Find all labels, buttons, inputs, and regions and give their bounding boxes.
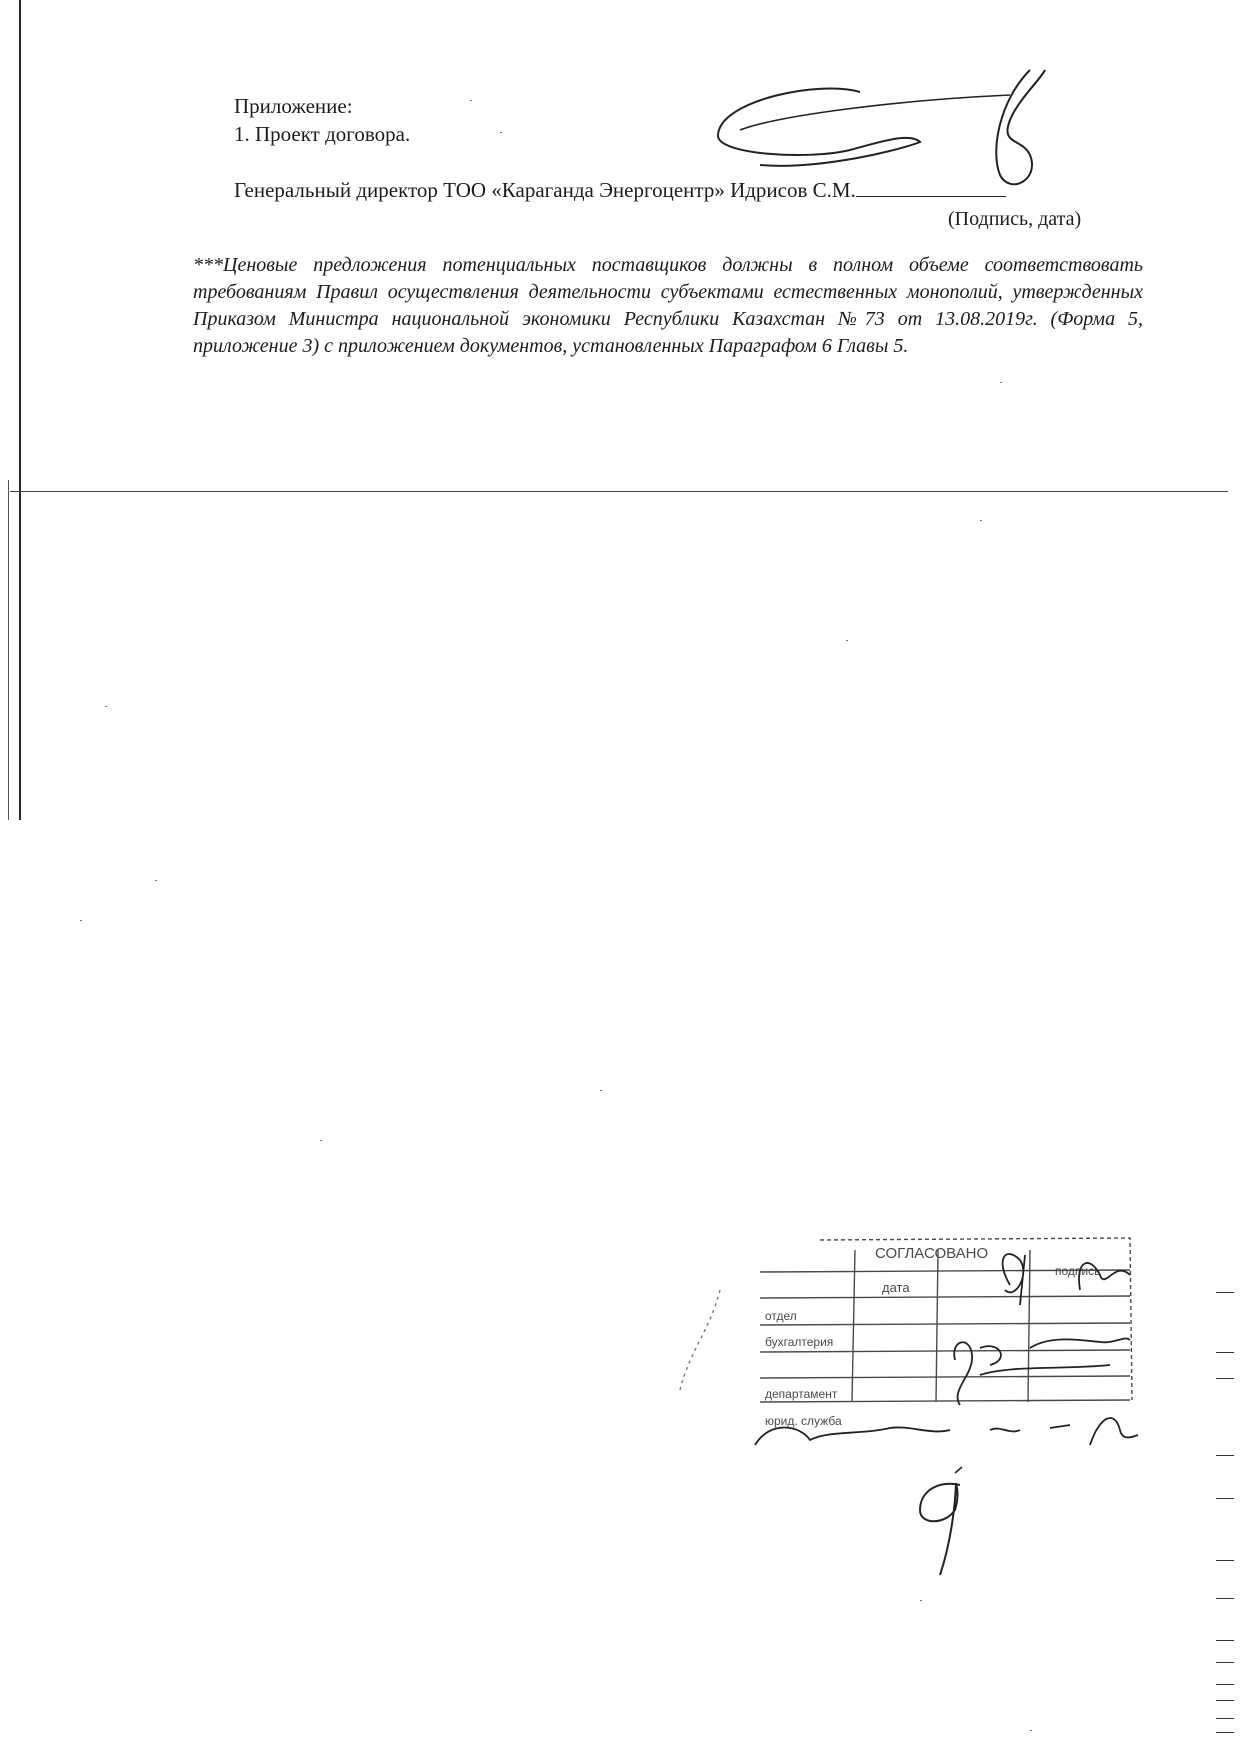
appendix-heading: Приложение:: [234, 94, 353, 118]
scan-speck: [600, 1090, 602, 1091]
director-name: Генеральный директор ТОО «Караганда Энергоцентр» Идрисов С.М.: [234, 178, 856, 202]
margin-mark: [1216, 1640, 1234, 1641]
scan-speck: [980, 520, 982, 521]
scan-speck: [80, 920, 82, 921]
margin-mark: [1216, 1352, 1234, 1353]
margin-mark: [1216, 1598, 1234, 1599]
scan-speck: [1000, 382, 1002, 383]
scan-speck: [846, 640, 848, 641]
scan-left-edge: [19, 0, 21, 820]
appendix-item: 1. Проект договора.: [234, 122, 411, 146]
scan-speck: [155, 880, 157, 881]
scan-speck: [920, 1600, 922, 1601]
margin-mark: [1216, 1498, 1234, 1499]
scan-left-edge-mark: [8, 480, 9, 820]
approval-stamp: [660, 1230, 1140, 1490]
margin-mark: [1216, 1700, 1234, 1701]
stamp-column-signature: подпись: [1055, 1264, 1101, 1278]
page-fold-line: [10, 491, 1228, 492]
scan-speck: [470, 100, 472, 101]
margin-mark: [1216, 1662, 1234, 1663]
margin-mark: [1216, 1455, 1234, 1456]
stamp-row-label: отдел: [765, 1309, 797, 1323]
scan-speck: [105, 706, 107, 707]
stamp-title: СОГЛАСОВАНО: [875, 1245, 989, 1262]
appendix-block: [234, 92, 410, 148]
margin-mark: [1216, 1732, 1234, 1733]
margin-mark: [1216, 1378, 1234, 1379]
approver-handwritten-signature: [900, 1465, 1010, 1585]
signature-caption: (Подпись, дата): [948, 208, 1082, 230]
stamp-column-date: дата: [882, 1280, 910, 1295]
margin-mark: [1216, 1560, 1234, 1561]
scan-speck: [500, 132, 502, 133]
director-handwritten-signature: [700, 60, 1080, 200]
scan-speck: [1030, 1730, 1032, 1731]
margin-mark: [1216, 1684, 1234, 1685]
margin-mark: [1216, 1292, 1234, 1293]
scan-speck: [320, 1140, 322, 1141]
stamp-row-label: департамент: [765, 1387, 838, 1401]
margin-mark: [1216, 1718, 1234, 1719]
stamp-row-label: юрид. служба: [765, 1414, 842, 1428]
price-offer-note: ***Ценовые предложения потенциальных поставщиков должны в полном объеме соответствовать требованиям Правил осуществления деятельности субъектами естественных монополий, утвержденных Приказом Министра национальной экономики Республики Казахстан №73 от 13.08.2019г. (Форма 5, приложение 3) с приложением документов, установленных Параграфом 6 Главы 5.: [193, 254, 1143, 357]
stamp-row-label: бухгалтерия: [765, 1335, 834, 1349]
